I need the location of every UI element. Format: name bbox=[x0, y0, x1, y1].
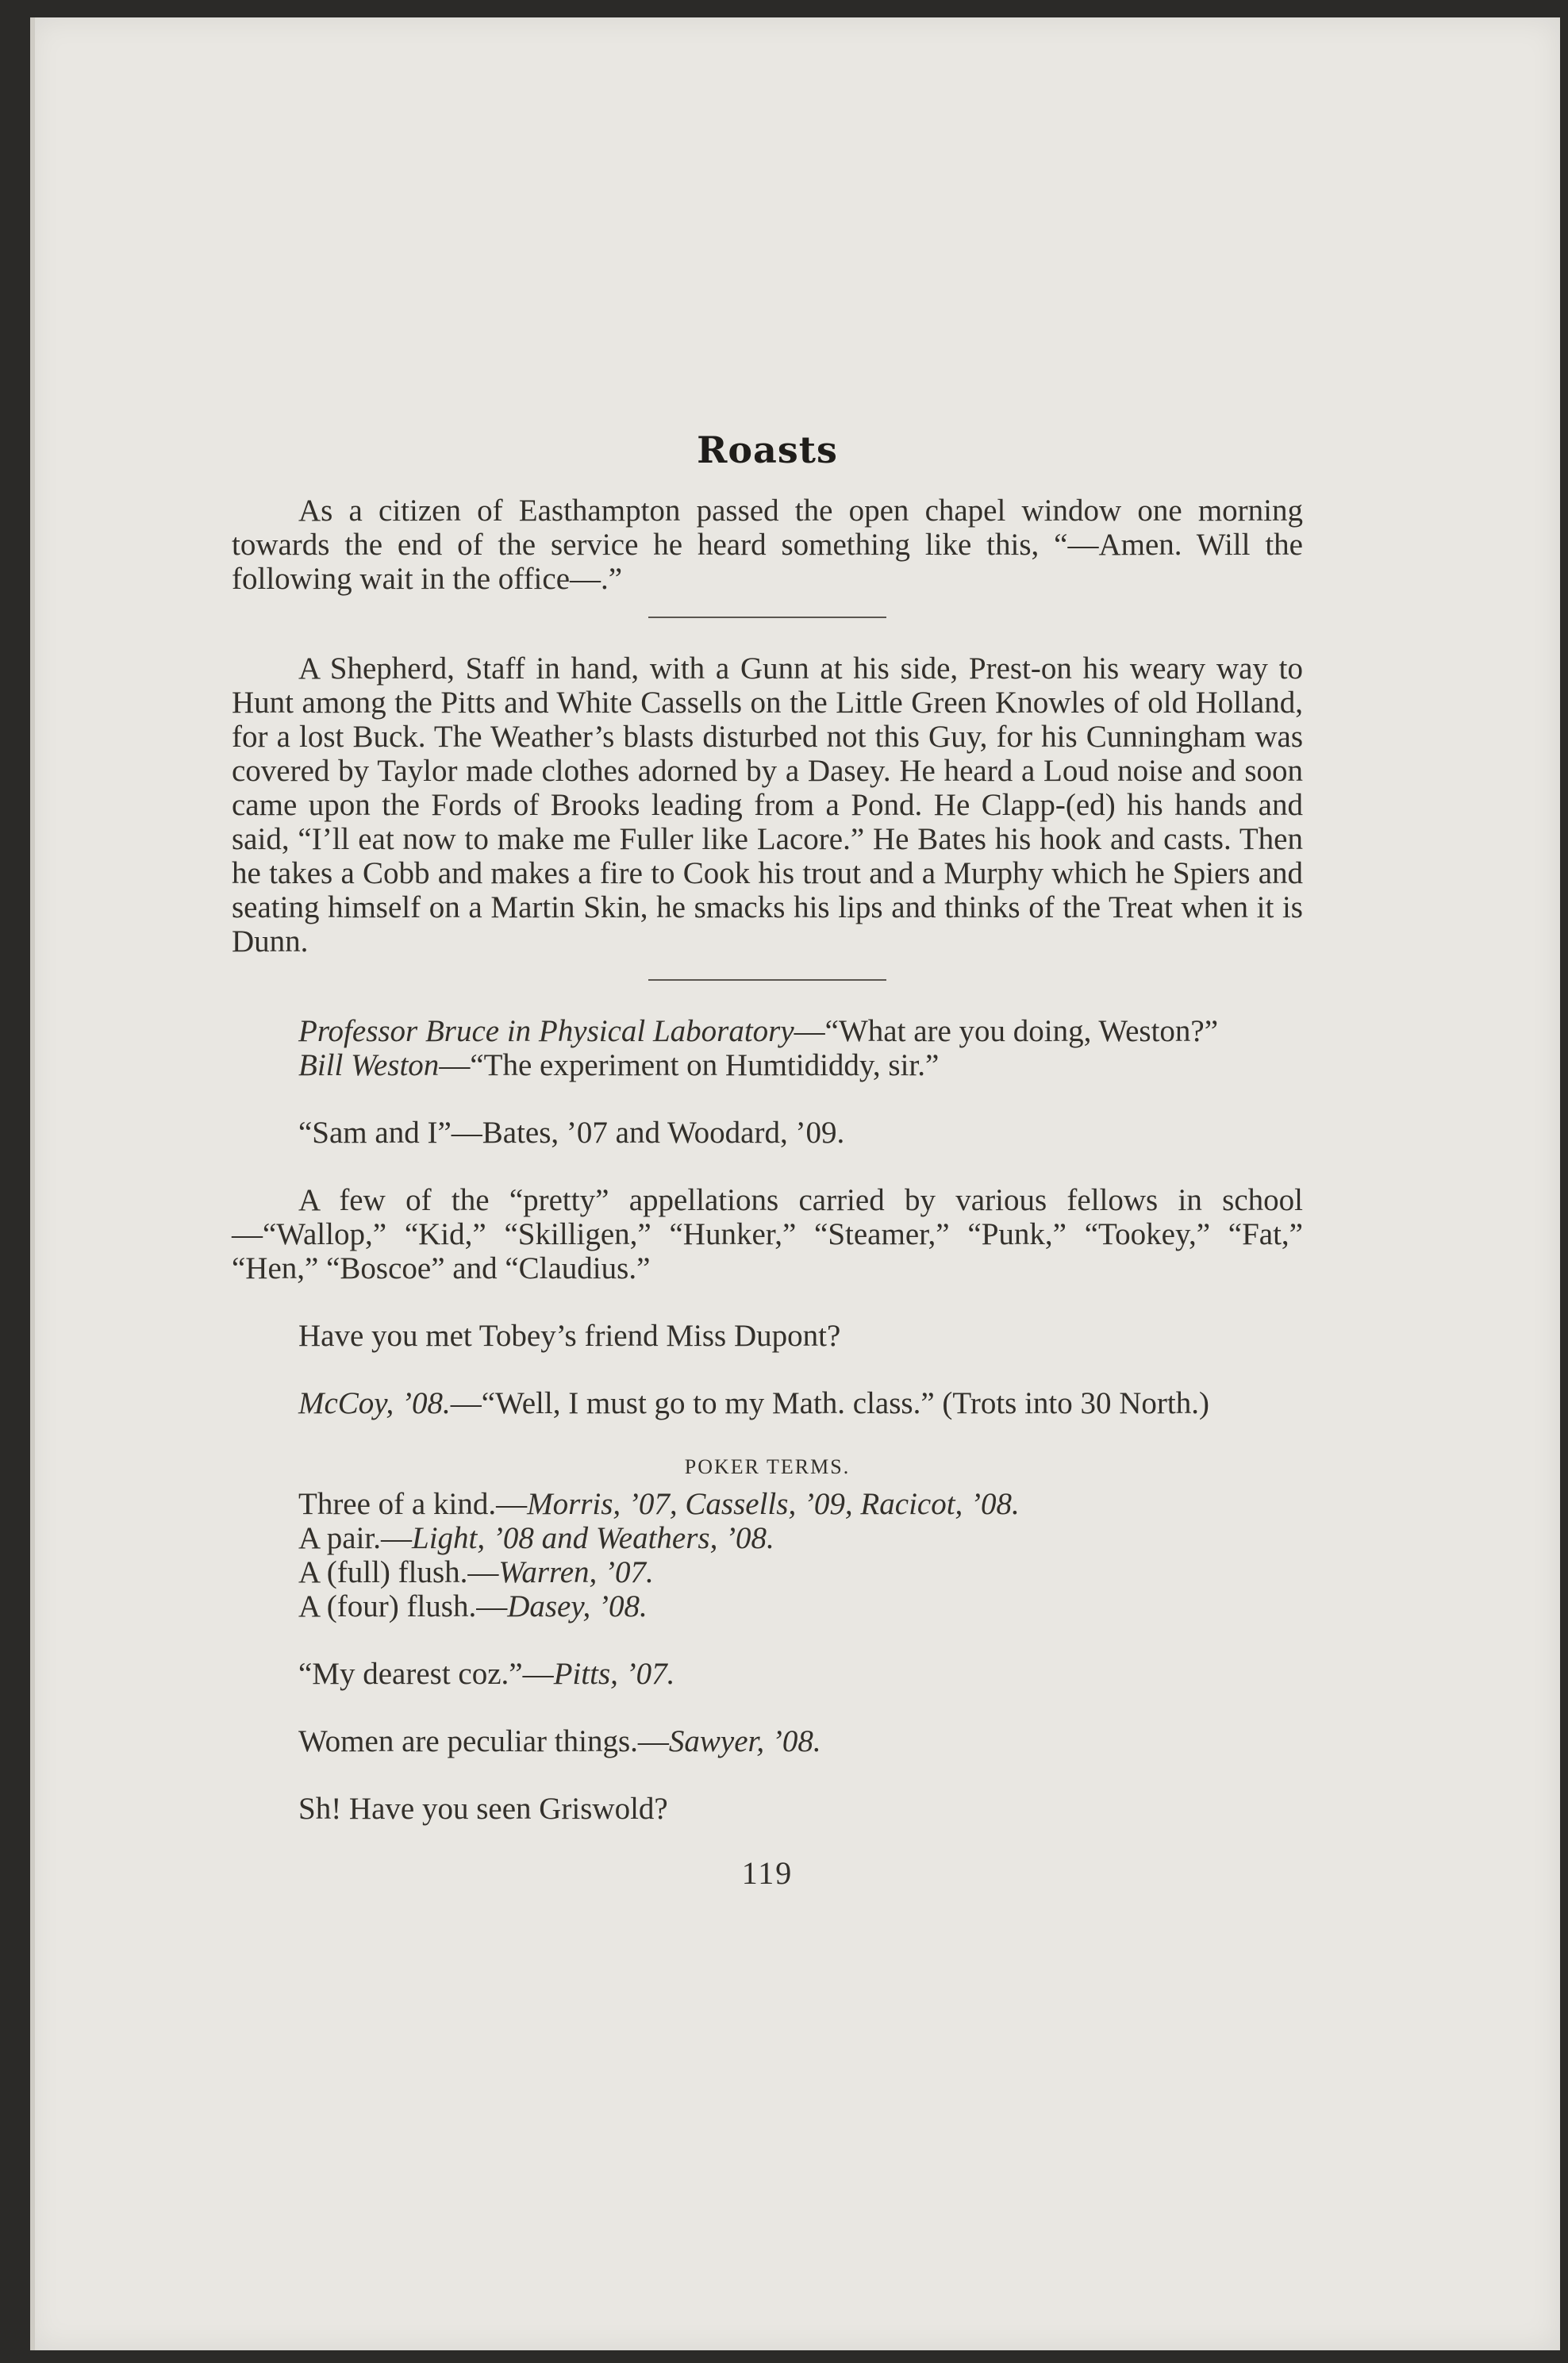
speaker-name: Professor Bruce in Physical Laboratory bbox=[298, 1014, 794, 1048]
poker-names: Warren, ’07. bbox=[498, 1555, 654, 1589]
dialog-weston bbox=[232, 1048, 1303, 1082]
poker-heading: POKER TERMS. bbox=[684, 1455, 851, 1478]
paragraph-appellations: A few of the “pretty” appellations carried by various fellows in school—“Wallop,” “Kid,” “Skilligen,” “Hunker,” “Steamer,” “Punk,” “Tookey,” “Fat,” “Hen,” “Boscoe” and “Claudius.” bbox=[232, 1183, 1303, 1285]
divider-rule bbox=[648, 617, 886, 618]
poker-term: Three of a kind.— bbox=[298, 1487, 528, 1521]
quote-text: “My dearest coz.”— bbox=[298, 1657, 554, 1691]
quote-text: Women are peculiar things.— bbox=[298, 1724, 669, 1758]
poker-line bbox=[298, 1589, 1303, 1623]
poker-term: A (four) flush.— bbox=[298, 1589, 508, 1623]
quote-coz bbox=[232, 1657, 1303, 1691]
poker-line bbox=[298, 1487, 1303, 1521]
poker-term: A (full) flush.— bbox=[298, 1555, 499, 1589]
paragraph-shepherd: A Shepherd, Staff in hand, with a Gunn at his side, Prest-on his weary way to Hunt among the Pitts and White Cassells on the Little Green Knowles of old Holland, for a lost Buck. The Weather’s blasts disturbed not this Guy, for his Cunningham was covered by Taylor made clothes adorned by a Dasey. He heard a Loud noise and soon came upon the Fords of Brooks leading from a Pond. He Clapp-(ed) his hands and said, “I’ll eat now to make me Fuller like Lacore.” He Bates his hook and casts. Then he takes a Cobb and makes a fire to Cook his trout and a Murphy which he Spiers and seating himself on a Martin Skin, he smacks his lips and thinks of the Treat when it is Dunn. bbox=[232, 651, 1303, 959]
paragraph-chapel: As a citizen of Easthampton passed the open chapel window one morning towards the end of the service he heard something like this, “—Amen. Will the following wait in the office—.” bbox=[232, 494, 1303, 596]
poker-line bbox=[298, 1521, 1303, 1555]
page-number: 119 bbox=[741, 1855, 794, 1891]
paragraph-griswold: Sh! Have you seen Griswold? bbox=[298, 1792, 668, 1826]
quote-women bbox=[232, 1724, 1303, 1758]
speaker-name: Bill Weston bbox=[298, 1048, 440, 1082]
speaker-name: McCoy, ’08. bbox=[298, 1386, 451, 1420]
dialog-professor bbox=[232, 1014, 1303, 1048]
poker-names: Dasey, ’08. bbox=[507, 1589, 648, 1623]
poker-names: Light, ’08 and Weathers, ’08. bbox=[412, 1521, 774, 1555]
page-title: Roasts bbox=[697, 428, 838, 471]
dialog-mccoy bbox=[232, 1386, 1303, 1420]
quote-author: Sawyer, ’08. bbox=[668, 1724, 821, 1758]
quote-author: Pitts, ’07. bbox=[553, 1657, 675, 1691]
poker-names: Morris, ’07, Cassells, ’09, Racicot, ’08. bbox=[527, 1487, 1020, 1521]
dialog-text: —“What are you doing, Weston?” bbox=[794, 1014, 1219, 1048]
page-content bbox=[232, 428, 1303, 1892]
dialog-text: —“The experiment on Humtididdy, sir.” bbox=[439, 1048, 940, 1082]
paragraph-sam: “Sam and I”—Bates, ’07 and Woodard, ’09. bbox=[298, 1116, 845, 1150]
dialog-text: —“Well, I must go to my Math. class.” (Trots into 30 North.) bbox=[450, 1386, 1209, 1420]
poker-line bbox=[298, 1555, 1303, 1589]
divider-rule bbox=[648, 979, 886, 981]
page-edge bbox=[30, 17, 35, 2350]
paragraph-tobey: Have you met Tobey’s friend Miss Dupont? bbox=[298, 1319, 841, 1353]
poker-term: A pair.— bbox=[298, 1521, 412, 1555]
